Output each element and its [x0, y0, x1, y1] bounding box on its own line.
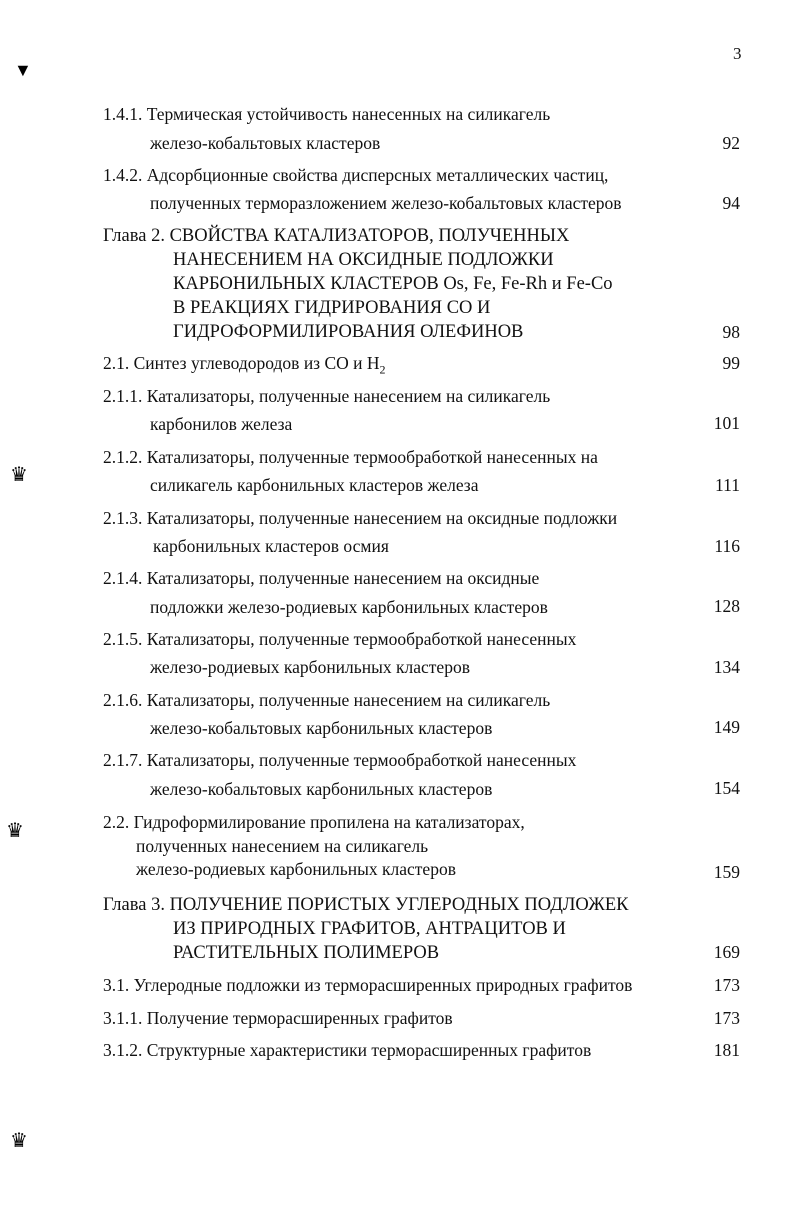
toc-page-number: 173	[713, 1008, 740, 1028]
chapter-heading-line: НАНЕСЕНИЕМ НА ОКСИДНЫЕ ПОДЛОЖКИ	[173, 250, 554, 270]
toc-entry-line: полученных нанесением на силикагель	[136, 836, 429, 856]
toc-entry-line: полученных терморазложением железо-кобальтовых кластеров	[150, 193, 622, 213]
toc-entry-line: 2.1.6. Катализаторы, полученные нанесением на силикагель	[103, 690, 551, 710]
chapter-heading-line: Глава 2. СВОЙСТВА КАТАЛИЗАТОРОВ, ПОЛУЧЕННЫХ	[103, 226, 570, 246]
toc-entry-line: железо-кобальтовых кластеров	[150, 133, 381, 153]
toc-entry-line: 2.1.3. Катализаторы, полученные нанесением на оксидные подложки	[103, 508, 618, 528]
page-number: 3	[733, 44, 742, 63]
toc-entry-line: подложки железо-родиевых карбонильных кластеров	[150, 597, 548, 617]
chapter-heading-line: КАРБОНИЛЬНЫХ КЛАСТЕРОВ Os, Fe, Fe-Rh и Fe-Co	[173, 274, 613, 294]
toc-entry-line: 3.1.2. Структурные характеристики терморасширенных графитов	[103, 1040, 592, 1060]
toc-entry-line: карбонильных кластеров осмия	[153, 536, 389, 556]
chapter-heading-line: ИЗ ПРИРОДНЫХ ГРАФИТОВ, АНТРАЦИТОВ И	[173, 919, 566, 939]
toc-entry-line: 3.1. Углеродные подложки из терморасширенных природных графитов	[103, 975, 633, 995]
toc-entry-line: 1.4.1. Термическая устойчивость нанесенных на силикагель	[103, 104, 551, 124]
toc-entry-line: 2.1.4. Катализаторы, полученные нанесением на оксидные	[103, 568, 540, 588]
toc-entry-line: силикагель карбонильных кластеров железа	[150, 475, 479, 495]
toc-entry-line: 2.1.1. Катализаторы, полученные нанесением на силикагель	[103, 386, 551, 406]
toc-entry-line: 3.1.1. Получение терморасширенных графитов	[103, 1008, 453, 1028]
margin-mark: ♛	[6, 820, 24, 842]
toc-page-number: 154	[713, 778, 740, 798]
chapter-heading-line: РАСТИТЕЛЬНЫХ ПОЛИМЕРОВ	[173, 943, 440, 963]
chapter-heading-line: В РЕАКЦИЯХ ГИДРИРОВАНИЯ СО И	[173, 298, 491, 318]
toc-page-number: 92	[722, 133, 740, 153]
toc-page-number: 99	[722, 353, 740, 373]
chapter-heading-line: ГИДРОФОРМИЛИРОВАНИЯ ОЛЕФИНОВ	[173, 322, 524, 342]
margin-mark: ♛	[10, 464, 28, 486]
toc-page-number: 149	[713, 717, 740, 737]
toc-entry-line: 2.1.7. Катализаторы, полученные термообработкой нанесенных	[103, 750, 577, 770]
toc-page-number: 98	[722, 322, 740, 342]
margin-mark: ♛	[10, 1130, 28, 1152]
toc-page-number: 94	[722, 193, 740, 213]
toc-entry-line: 1.4.2. Адсорбционные свойства дисперсных металлических частиц,	[103, 165, 609, 185]
toc-entry-text: 2.1. Синтез углеводородов из СО и Н	[103, 353, 380, 373]
toc-entry-line: 2.1.5. Катализаторы, полученные термообработкой нанесенных	[103, 629, 577, 649]
toc-entry-line: железо-кобальтовых карбонильных кластеров	[150, 779, 493, 799]
toc-page-number: 111	[715, 475, 740, 495]
toc-entry-line: карбонилов железа	[150, 414, 293, 434]
chapter-heading-line: Глава 3. ПОЛУЧЕНИЕ ПОРИСТЫХ УГЛЕРОДНЫХ ПОДЛОЖЕК	[103, 895, 629, 915]
subscript: 2	[379, 362, 386, 377]
toc-page-number: 169	[713, 942, 740, 962]
margin-mark: ▼	[14, 60, 32, 80]
toc-entry-line: железо-родиевых карбонильных кластеров	[150, 657, 470, 677]
toc-entry-line: железо-кобальтовых карбонильных кластеров	[150, 718, 493, 738]
toc-entry-line: 2.2. Гидроформилирование пропилена на катализаторах,	[103, 812, 525, 832]
toc-page-number: 134	[713, 657, 740, 677]
toc-page-number: 159	[713, 862, 740, 882]
toc-entry-line: 2.1.2. Катализаторы, полученные термообработкой нанесенных на	[103, 447, 598, 467]
toc-page-number: 173	[713, 975, 740, 995]
toc-page-number: 101	[713, 413, 740, 433]
toc-page-number: 128	[713, 596, 740, 616]
toc-page-number: 181	[713, 1040, 740, 1060]
toc-entry-line: железо-родиевых карбонильных кластеров	[136, 859, 456, 879]
toc-entry-line	[103, 353, 386, 380]
toc-page-number: 116	[714, 536, 740, 556]
